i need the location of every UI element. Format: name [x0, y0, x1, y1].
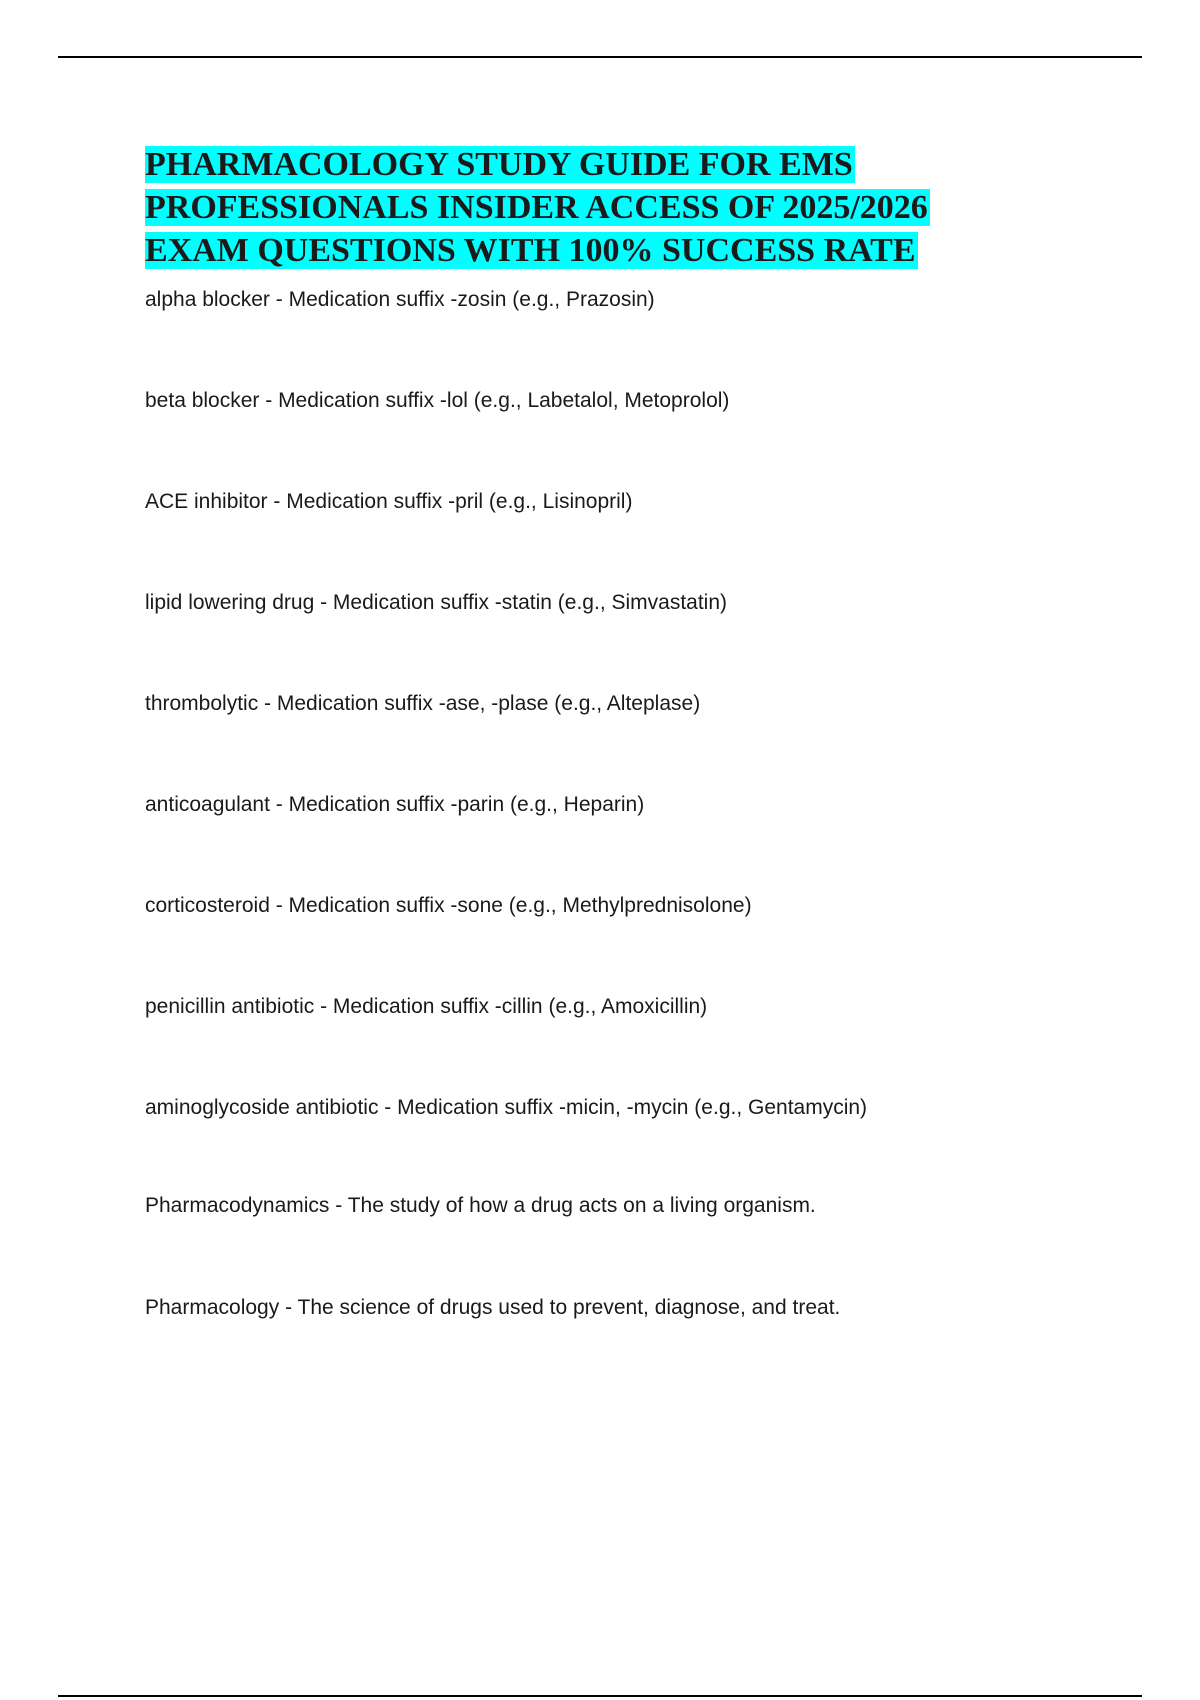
flashcard-entry: Pharmacodynamics - The study of how a drug acts on a living organism.: [145, 1194, 816, 1217]
flashcard-entry: ACE inhibitor - Medication suffix -pril (e.g., Lisinopril): [145, 490, 633, 513]
flashcard-entry: corticosteroid - Medication suffix -sone (e.g., Methylprednisolone): [145, 894, 752, 917]
title-line-1: PHARMACOLOGY STUDY GUIDE FOR EMS: [145, 146, 853, 183]
document-title: [145, 143, 1045, 272]
header-rule: [58, 56, 1142, 58]
flashcard-entry: aminoglycoside antibiotic - Medication suffix -micin, -mycin (e.g., Gentamycin): [145, 1096, 868, 1119]
flashcard-entry: anticoagulant - Medication suffix -parin (e.g., Heparin): [145, 793, 645, 816]
flashcard-entry: penicillin antibiotic - Medication suffix -cillin (e.g., Amoxicillin): [145, 995, 708, 1018]
footer-rule: [58, 1695, 1142, 1697]
flashcard-entry: Pharmacology - The science of drugs used to prevent, diagnose, and treat.: [145, 1296, 841, 1319]
title-line-2: PROFESSIONALS INSIDER ACCESS OF 2025/2026: [145, 189, 928, 226]
flashcard-entry: alpha blocker - Medication suffix -zosin (e.g., Prazosin): [145, 288, 655, 311]
flashcard-entry: thrombolytic - Medication suffix -ase, -plase (e.g., Alteplase): [145, 692, 701, 715]
flashcard-entry: lipid lowering drug - Medication suffix -statin (e.g., Simvastatin): [145, 591, 728, 614]
flashcard-entry: beta blocker - Medication suffix -lol (e.g., Labetalol, Metoprolol): [145, 389, 730, 412]
title-line-3: EXAM QUESTIONS WITH 100% SUCCESS RATE: [145, 232, 916, 269]
